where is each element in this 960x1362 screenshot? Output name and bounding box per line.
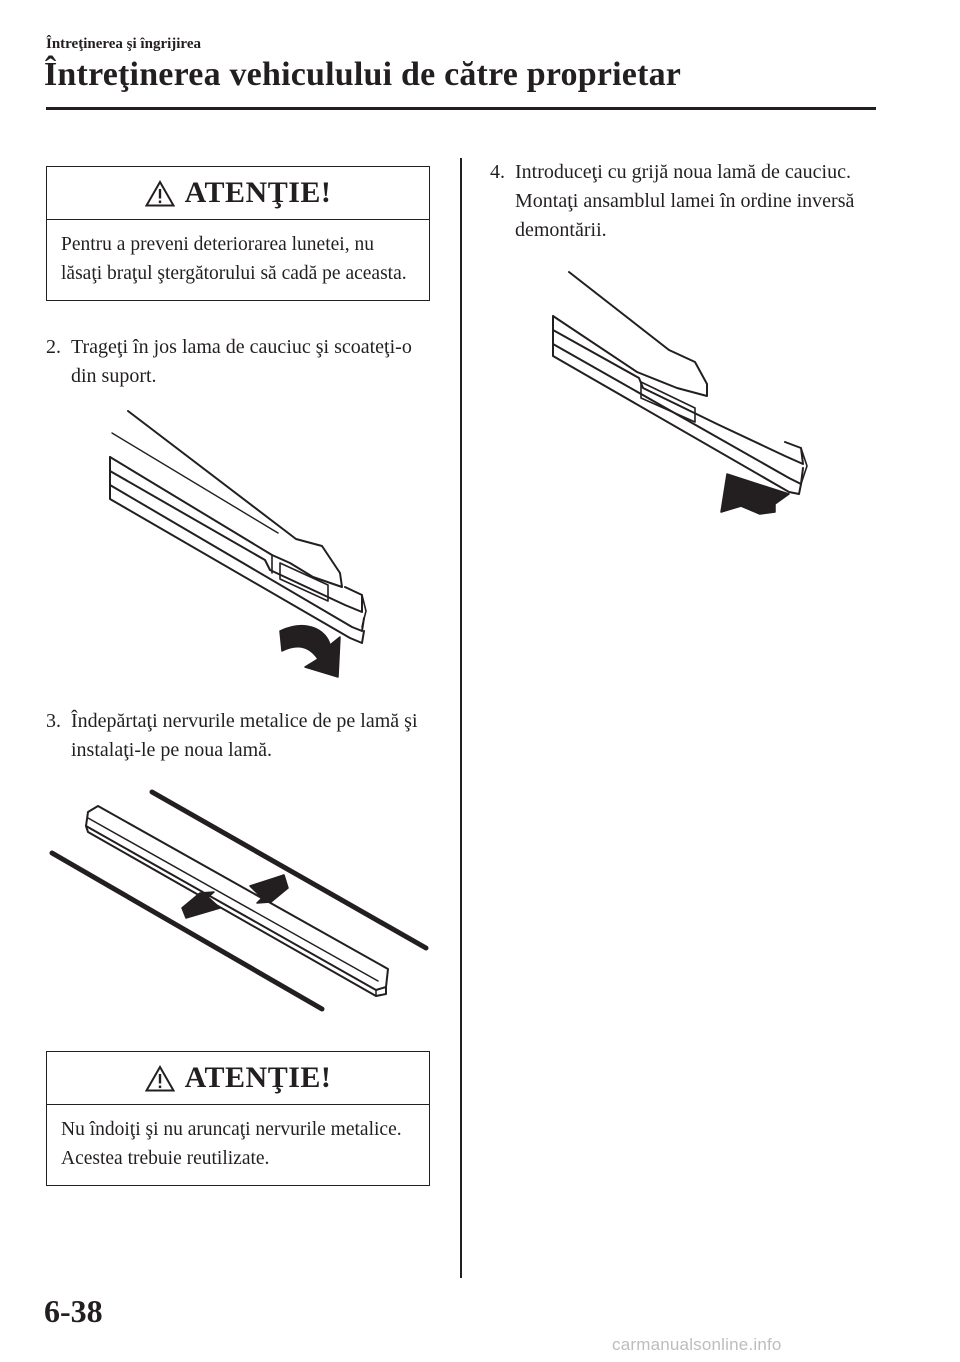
caution-title: ATENŢIE!: [184, 176, 332, 209]
caution-header: [47, 1052, 429, 1105]
step-number: 4.: [490, 161, 505, 183]
figure-metal-strips: [40, 780, 440, 1020]
rubber-edge: [553, 344, 801, 494]
figure-remove-rubber-blade: [100, 405, 390, 690]
step-2: [46, 333, 430, 391]
title-rule: [46, 107, 876, 110]
wiper-arm: [553, 272, 707, 396]
step-text: Trageţi în jos lama de cauciuc şi scoateţi-o din suport.: [71, 336, 412, 387]
step-4: [490, 158, 870, 245]
section-label: Întreţinerea şi îngrijirea: [46, 36, 201, 52]
caution-box-2: [46, 1051, 430, 1186]
wiper-arm: [110, 411, 342, 587]
wiper-arm-upper-edge: [112, 433, 278, 533]
step-number: 2.: [46, 336, 61, 358]
caution-header: [47, 167, 429, 220]
step-text: Introduceţi cu grijă noua lamă de cauciuc. Montaţi ansamblul lamei în ordine inversă demontării.: [515, 161, 855, 241]
caution-box-1: [46, 166, 430, 301]
arrow-left-icon: [250, 875, 288, 903]
page-title: Întreţinerea vehiculului de către proprietar: [44, 56, 682, 93]
arrow-right-icon: [182, 892, 220, 918]
blade-clip: [280, 563, 328, 601]
arrow-down-icon: [280, 626, 340, 677]
caution-text: Pentru a preveni deteriorarea lunetei, nu lăsaţi braţul ştergătorului să cadă pe aceasta.: [61, 234, 407, 284]
figure-insert-rubber-blade: [545, 262, 835, 527]
blade-clip: [641, 382, 695, 422]
caution-text: Nu îndoiţi şi nu aruncaţi nervurile metalice. Acestea trebuie reutilizate.: [61, 1119, 402, 1169]
step-number: 3.: [46, 710, 61, 732]
metal-strip-upper: [152, 792, 426, 948]
step-text: Îndepărtaţi nervurile metalice de pe lamă şi instalaţi-le pe noua lamă.: [71, 710, 418, 761]
wiper-blade: [553, 316, 803, 464]
column-divider: [460, 158, 462, 1278]
watermark: carmanualsonline.info: [612, 1335, 782, 1354]
step-3: [46, 707, 430, 765]
warning-triangle-icon: [145, 180, 175, 207]
page-number: 6-38: [44, 1293, 103, 1329]
arrow-up-left-icon: [721, 474, 789, 514]
caution-title: ATENŢIE!: [184, 1061, 332, 1094]
warning-triangle-icon: [145, 1065, 175, 1092]
